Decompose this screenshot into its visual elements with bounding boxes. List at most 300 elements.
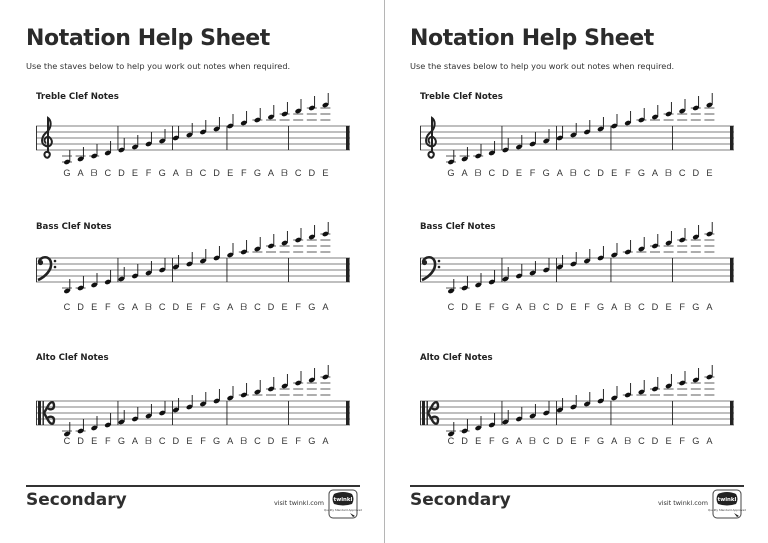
note-name-label: A [131,302,139,312]
footer-brand: Secondary [410,490,511,510]
note-name-label: E [570,302,577,312]
note-b [623,240,633,255]
worksheet-right [384,0,768,543]
note-name-label: D [77,302,84,312]
note-name-label: F [104,302,111,312]
barline [227,126,228,150]
alto-staff [36,397,350,429]
note-name-label: A [611,436,618,446]
staff-svg [36,254,350,286]
alto-section-label: Alto Clef Notes [420,353,493,363]
note-name-label: D [692,168,700,178]
note-e [570,395,577,410]
note-e [186,395,193,410]
note-name-label: D [556,436,564,446]
note-name-label: A [227,302,234,312]
note-name-label: G [117,302,125,312]
note-name-label: ᗷ [186,168,193,178]
final-barline [730,126,734,150]
note-name-label: ᗷ [240,302,248,312]
note-name-label: E [665,302,672,312]
final-barline [730,258,734,282]
note-name-label: E [611,168,618,178]
note-name-label: D [461,436,468,446]
note-g [636,108,646,123]
note-f [104,270,111,285]
note-name-label: G [158,168,166,178]
note-name-label: C [488,168,496,178]
note-c [199,120,206,135]
barline [118,258,119,282]
note-name-label: C [63,302,71,312]
note-name-label: D [651,302,659,312]
note-c [159,258,166,273]
note-name-label: F [584,302,590,312]
footer-rule [26,485,360,487]
note-c [104,141,111,156]
note-c [543,401,550,416]
note-name-label: D [172,436,180,446]
logo-text: twinkl [717,497,737,503]
note-f [624,111,631,126]
note-a [515,264,522,279]
note-d [650,377,660,395]
note-f [583,392,590,407]
note-b [529,261,536,276]
note-name-label: G [542,168,550,178]
note-name-label: G [213,302,221,312]
note-name-label: F [295,302,301,312]
note-f [677,371,687,395]
barline [611,401,612,425]
note-name-label: F [584,436,590,446]
note-name-label: C [254,302,261,312]
final-barline [346,401,350,425]
barline [118,126,119,150]
note-name-label: ᗷ [90,168,98,178]
note-g [213,246,220,261]
note-name-label: C [638,436,645,446]
footer-rule [410,485,744,487]
note-name-label: F [679,302,685,312]
alto-note-names [420,436,734,448]
note-name-label: C [104,168,112,178]
note-d [76,419,86,434]
note-a [227,243,234,258]
note-name-label: G [117,436,125,446]
note-e [664,374,674,395]
barline [556,258,557,282]
note-name-label: A [227,436,234,446]
note-d [460,419,470,434]
note-a [76,147,86,162]
note-g [118,267,125,282]
note-name-label: A [706,302,713,312]
note-name-label: C [447,302,455,312]
note-e [570,252,577,267]
note-name-label: F [679,436,685,446]
note-e [320,93,330,120]
note-e [515,135,522,150]
note-a [131,264,138,279]
barline [172,401,173,425]
page-subtitle: Use the staves below to help you work out notes when required. [410,61,675,71]
note-name-label: C [199,168,207,178]
note-name-label: G [308,436,316,446]
barline [172,126,173,150]
note-name-label: E [570,436,577,446]
note-e [91,273,98,288]
barline [36,126,37,150]
note-a [611,243,618,258]
note-f [529,132,536,147]
alto-section-label: Alto Clef Notes [36,353,109,363]
bass-clef-icon [422,257,440,280]
alto-staff [420,397,734,429]
note-g [502,410,509,425]
note-e [704,93,714,120]
logo-tagline: Quality Standard Approved [324,508,362,512]
note-name-label: D [267,436,275,446]
barline [672,126,673,150]
note-name-label: F [200,302,206,312]
note-d [76,276,86,291]
barline [502,126,503,150]
note-f [677,228,687,252]
note-d [691,96,701,120]
staff-svg [420,254,734,286]
note-e [280,374,290,395]
note-name-label: G [213,436,221,446]
note-g [597,389,604,404]
page-title: Notation Help Sheet [410,26,654,51]
note-b [145,404,152,419]
note-name-label: F [145,168,152,178]
note-name-label: E [91,436,98,446]
note-b [239,240,249,255]
note-g [691,368,701,395]
barline [36,258,37,282]
note-name-label: ᗷ [570,168,577,178]
note-g [543,129,550,144]
footer-url[interactable]: visit twinkl.com [274,499,324,507]
note-name-label: C [542,302,550,312]
page-title: Notation Help Sheet [26,26,270,51]
note-name-label: F [295,436,301,446]
note-d [556,255,563,270]
bass-section-label: Bass Clef Notes [36,222,112,232]
note-name-label: F [104,436,111,446]
note-c [252,380,262,395]
note-g [446,150,456,165]
note-g [213,389,220,404]
note-c [543,258,550,273]
note-b [664,102,674,120]
note-c [159,401,166,416]
note-name-label: E [281,302,288,312]
note-name-label: C [158,302,166,312]
note-name-label: F [240,168,247,178]
treble-section-label: Treble Clef Notes [420,92,503,102]
note-a [131,407,138,422]
note-a [172,126,179,141]
note-g [691,225,701,252]
note-g [62,150,72,165]
note-name-label: A [267,168,275,178]
note-name-label: C [158,436,166,446]
twinkl-logo[interactable] [708,489,746,519]
note-name-label: C [63,436,71,446]
note-d [266,234,276,252]
note-name-label: G [597,302,605,312]
note-name-label: E [186,436,193,446]
note-e [664,231,674,252]
note-name-label: E [475,302,482,312]
barline [502,401,503,425]
note-name-label: E [475,436,482,446]
note-e [131,135,138,150]
note-name-label: D [77,436,84,446]
note-e [280,231,290,252]
note-name-label: ᗷ [665,168,672,178]
treble-note-names [420,168,734,180]
note-g [252,108,262,123]
bass-staff [36,254,350,286]
note-name-label: E [186,302,193,312]
barline [420,258,421,282]
note-d [172,255,179,270]
note-name-label: F [200,436,206,446]
note-name-label: E [665,436,672,446]
note-name-label: G [501,302,509,312]
treble-staff [36,122,350,154]
note-e [91,416,98,431]
note-d [502,138,509,153]
note-d [597,117,604,132]
note-name-label: A [322,302,329,312]
note-f [293,371,303,395]
bass-note-names [420,302,734,314]
note-name-label: D [502,168,509,178]
note-b [623,383,633,398]
note-g [502,267,509,282]
note-name-label: G [692,436,700,446]
staff-svg [420,397,734,429]
note-g [159,129,166,144]
note-a [556,126,563,141]
note-name-label: E [515,168,523,178]
note-name-label: G [637,168,645,178]
note-name-label: F [488,436,495,446]
note-name-label: G [597,436,605,446]
note-c [488,141,495,156]
barline [288,258,289,282]
note-c [252,237,262,252]
note-b [570,123,577,138]
note-a [704,365,714,395]
note-name-label: D [118,168,125,178]
note-name-label: A [611,302,618,312]
note-name-label: G [501,436,509,446]
note-name-label: A [131,436,139,446]
note-name-label: G [692,302,700,312]
note-f [293,228,303,252]
note-f [488,413,495,428]
note-a [320,222,330,252]
note-c [62,279,72,294]
note-d [172,398,179,413]
twinkl-logo[interactable] [324,489,362,519]
note-name-label: E [281,436,288,446]
note-name-label: F [488,302,495,312]
note-a [704,222,714,252]
note-g [597,246,604,261]
note-name-label: D [308,168,316,178]
note-name-label: C [294,168,302,178]
barline [288,401,289,425]
note-b [145,261,152,276]
logo-text: twinkl [333,497,353,503]
note-name-label: F [624,168,631,178]
bass-section-label: Bass Clef Notes [420,222,496,232]
barline [611,126,612,150]
note-a [320,365,330,395]
note-name-label: D [213,168,220,178]
staff-svg [420,122,734,154]
note-d [650,234,660,252]
note-name-label: A [706,436,713,446]
note-d [307,96,317,120]
note-name-label: ᗷ [624,436,632,446]
note-name-label: ᗷ [624,302,632,312]
note-a [611,386,618,401]
note-g [118,410,125,425]
bass-staff [420,254,734,286]
note-b [186,123,193,138]
note-c [446,422,456,437]
note-c [636,380,646,395]
note-e [227,114,234,129]
note-f [199,392,206,407]
note-e [186,252,193,267]
note-name-label: ᗷ [145,302,152,312]
note-name-label: C [678,168,686,178]
note-name-label: G [63,168,71,178]
barline [227,401,228,425]
note-d [118,138,125,153]
note-name-label: ᗷ [240,436,248,446]
note-c [293,99,303,120]
note-name-label: G [308,302,316,312]
logo-tagline: Quality Standard Approved [708,508,746,512]
note-c [62,422,72,437]
note-c [677,99,687,120]
barline [36,401,37,425]
note-b [529,404,536,419]
note-name-label: A [515,436,523,446]
note-e [611,114,618,129]
note-a [650,105,660,120]
treble-section-label: Treble Clef Notes [36,92,119,102]
note-name-label: ᗷ [281,168,288,178]
note-name-label: E [322,168,329,178]
treble-note-names [36,168,350,180]
note-name-label: A [651,168,659,178]
note-name-label: E [227,168,234,178]
note-name-label: A [515,302,523,312]
note-e [475,273,482,288]
barline [420,126,421,150]
note-name-label: ᗷ [529,436,536,446]
note-name-label: C [254,436,261,446]
footer-url[interactable]: visit twinkl.com [658,499,708,507]
note-name-label: D [651,436,659,446]
note-name-label: C [447,436,455,446]
note-name-label: A [77,168,84,178]
note-name-label: C [638,302,645,312]
note-name-label: D [597,168,604,178]
barline [502,258,503,282]
note-a [266,105,276,120]
barline [288,126,289,150]
note-f [104,413,111,428]
barline [672,258,673,282]
alto-note-names [36,436,350,448]
note-name-label: E [131,168,139,178]
note-d [460,276,470,291]
final-barline [346,126,350,150]
staff-svg [36,397,350,429]
note-a [227,386,234,401]
note-b [473,144,483,159]
note-f [488,270,495,285]
note-name-label: A [556,168,563,178]
note-name-label: E [91,302,98,312]
note-g [307,368,317,395]
note-name-label: G [253,168,261,178]
note-name-label: A [322,436,329,446]
note-name-label: D [461,302,468,312]
note-f [145,132,152,147]
note-name-label: ᗷ [474,168,482,178]
note-name-label: ᗷ [529,302,536,312]
note-name-label: G [447,168,455,178]
note-name-label: D [267,302,275,312]
final-barline [346,258,350,282]
barline [118,401,119,425]
note-b [280,102,290,120]
note-name-label: D [556,302,564,312]
note-f [583,249,590,264]
note-name-label: F [529,168,536,178]
note-d [266,377,276,395]
note-e [475,416,482,431]
note-c [583,120,590,135]
barline [556,126,557,150]
note-f [240,111,247,126]
note-b [89,144,99,159]
note-name-label: D [172,302,180,312]
treble-staff [420,122,734,154]
note-f [199,249,206,264]
barline [172,258,173,282]
note-name-label: A [461,168,468,178]
note-name-label: E [706,168,713,178]
note-c [636,237,646,252]
barline [672,401,673,425]
note-g [307,225,317,252]
bass-note-names [36,302,350,314]
